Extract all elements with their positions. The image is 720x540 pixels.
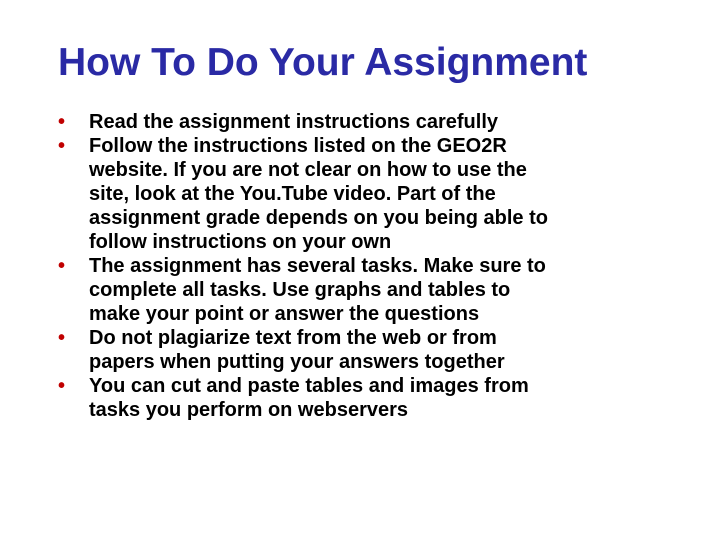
bullet-text-line: assignment grade depends on you being able to: [89, 207, 548, 229]
bullet-marker-icon: •: [58, 375, 66, 397]
bullet-list: [58, 110, 698, 422]
bullet-item-3: [58, 254, 698, 326]
bullet-text-line: tasks you perform on webservers: [89, 399, 409, 421]
bullet-text-line: site, look at the You.Tube video. Part of the: [89, 183, 496, 205]
slide-title: How To Do Your Assignment: [58, 41, 588, 84]
bullet-item-5: [58, 374, 698, 422]
bullet-marker-icon: •: [58, 327, 66, 349]
bullet-text-line: papers when putting your answers together: [89, 351, 505, 373]
bullet-item-4: [58, 326, 698, 374]
bullet-text-line: Read the assignment instructions carefully: [89, 111, 498, 133]
bullet-item-2: [58, 134, 698, 254]
bullet-text-line: You can cut and paste tables and images from: [89, 375, 529, 397]
bullet-text-line: website. If you are not clear on how to use the: [89, 159, 527, 181]
bullet-marker-icon: •: [58, 111, 66, 133]
bullet-text-line: Do not plagiarize text from the web or from: [89, 327, 497, 349]
bullet-text-line: follow instructions on your own: [89, 231, 392, 253]
bullet-marker-icon: •: [58, 255, 66, 277]
bullet-item-1: [58, 110, 698, 134]
bullet-text-line: Follow the instructions listed on the GEO2R: [89, 135, 507, 157]
bullet-marker-icon: •: [58, 135, 66, 157]
bullet-text-line: make your point or answer the questions: [89, 303, 480, 325]
bullet-text-line: complete all tasks. Use graphs and tables to: [89, 279, 511, 301]
bullet-text-line: The assignment has several tasks. Make sure to: [89, 255, 546, 277]
